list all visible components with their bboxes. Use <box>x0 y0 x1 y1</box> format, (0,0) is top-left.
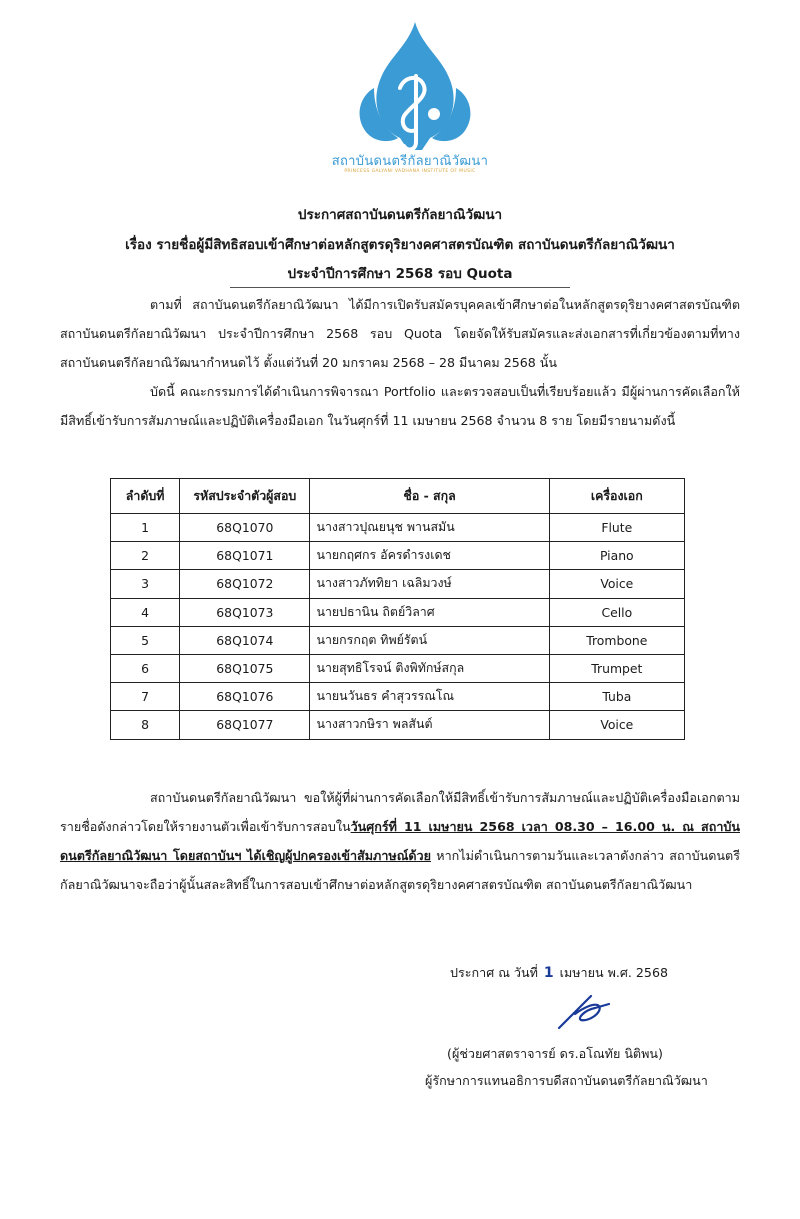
announcement-academic-year: ประจำปีการศึกษา 2568 รอบ Quota <box>287 266 513 282</box>
cell-instrument: Flute <box>549 514 684 542</box>
cell-exam-id: 68Q1077 <box>180 711 310 739</box>
cell-full-name: นายกฤศกร อัครดำรงเดช <box>310 542 549 570</box>
cell-full-name: นายกรกฤต ทิพย์รัตน์ <box>310 626 549 654</box>
cell-instrument: Voice <box>549 711 684 739</box>
candidate-table <box>110 478 685 740</box>
date-month-year: เมษายน พ.ศ. 2568 <box>559 965 668 980</box>
cell-full-name: นายนวันธร คำสุวรรณโณ <box>310 683 549 711</box>
instruction-paragraph <box>60 783 740 899</box>
cell-order: 3 <box>111 570 180 598</box>
table-row <box>111 654 685 682</box>
table-row <box>111 598 685 626</box>
cell-exam-id: 68Q1074 <box>180 626 310 654</box>
heading-divider <box>230 287 570 288</box>
cell-instrument: Voice <box>549 570 684 598</box>
header-major-instrument: เครื่องเอก <box>549 479 684 514</box>
cell-order: 6 <box>111 654 180 682</box>
cell-full-name: นายสุทธิโรจน์ ติงพิทักษ์สกุล <box>310 654 549 682</box>
table-row <box>111 514 685 542</box>
cell-full-name: นางสาวกษิรา พลสันต์ <box>310 711 549 739</box>
cell-instrument: Cello <box>549 598 684 626</box>
cell-exam-id: 68Q1073 <box>180 598 310 626</box>
cell-exam-id: 68Q1075 <box>180 654 310 682</box>
cell-order: 8 <box>111 711 180 739</box>
date-prefix: ประกาศ ณ วันที่ <box>450 965 538 980</box>
instruction-text-start: สถาบันดนตรีกัลยาณิวัฒนา ขอให้ผู้ที่ผ่านการคัดเลือกให้มีสิทธิ์เข้ารับการสัมภาษณ์และปฏิบัติเครื่องมือเอกตามรายชื่อดังกล่าวโดยให้รายงานตัวเพื่อเข้ารับการสอบใน <box>60 790 740 834</box>
cell-order: 4 <box>111 598 180 626</box>
announcement-subject: เรื่อง รายชื่อผู้มีสิทธิสอบเข้าศึกษาต่อหลักสูตรดุริยางคศาสตรบัณฑิต สถาบันดนตรีกัลยาณิวัฒนา <box>125 237 675 253</box>
cell-exam-id: 68Q1071 <box>180 542 310 570</box>
logo-english-wordmark: PRINCESS GALYANI VADHANA INSTITUTE OF MUSIC <box>344 169 476 174</box>
cell-order: 7 <box>111 683 180 711</box>
date-day-handwritten: 1 <box>543 965 554 981</box>
table-row <box>111 626 685 654</box>
announcement-date <box>450 963 668 983</box>
intro-paragraph: ตามที่ สถาบันดนตรีกัลยาณิวัฒนา ได้มีการเปิดรับสมัครบุคคลเข้าศึกษาต่อในหลักสูตรดุริยางคศาสตรบัณฑิต สถาบันดนตรีกัลยาณิวัฒนา ประจำปีการศึกษา 2568 รอบ Quota โดยจัดให้รับสมัครและส่งเอกสารที่เกี่ยวข้องตามที่ทาง สถาบันดนตรีกัลยาณิวัฒนากำหนดไว้ ตั้งแต่วันที่ 20 มกราคม 2568 – 28 มีนาคม 2568 นั้น <box>60 297 740 370</box>
header-order: ลำดับที่ <box>111 479 180 514</box>
cell-instrument: Trombone <box>549 626 684 654</box>
cell-exam-id: 68Q1072 <box>180 570 310 598</box>
cell-instrument: Tuba <box>549 683 684 711</box>
cell-order: 5 <box>111 626 180 654</box>
cell-order: 2 <box>111 542 180 570</box>
instruction-text-end: หากไม่ดำเนินการตามวันและเวลาดังกล่าว สถาบันดนตรีกัลยาณิวัฒนาจะถือว่าผู้นั้นสละสิทธิ์ในการสอบเข้าศึกษาต่อหลักสูตรดุริยางคศาสตรบัณฑิต สถาบันดนตรีกัลยาณิวัฒนา <box>60 848 740 892</box>
cell-exam-id: 68Q1070 <box>180 514 310 542</box>
announcement-title: ประกาศสถาบันดนตรีกัลยาณิวัฒนา <box>297 207 503 223</box>
table-row <box>111 711 685 739</box>
signatory-position: ผู้รักษาการแทนอธิการบดีสถาบันดนตรีกัลยาณิวัฒนา <box>425 1073 708 1088</box>
exam-date-emphasis: วันศุกร์ที่ 11 เมษายน 2568 เวลา 08.30 – 16.00 น. ณ สถาบันดนตรีกัลยาณิวัฒนา โดยสถาบันฯ ได้เชิญผู้ปกครองเข้าสัมภาษณ์ด้วย <box>60 819 740 863</box>
cell-full-name: นางสาวปุณยนุช พานสมัน <box>310 514 549 542</box>
cell-instrument: Piano <box>549 542 684 570</box>
header-exam-id: รหัสประจำตัวผู้สอบ <box>180 479 310 514</box>
logo-thai-wordmark: สถาบันดนตรีกัลยาณิวัฒนา <box>331 154 489 169</box>
header-full-name: ชื่อ - สกุล <box>310 479 549 514</box>
signatory-name: (ผู้ช่วยศาสตราจารย์ ดร.อโณทัย นิติพน) <box>447 1046 663 1061</box>
cell-order: 1 <box>111 514 180 542</box>
cell-instrument: Trumpet <box>549 654 684 682</box>
handwritten-signature-icon <box>555 988 615 1033</box>
cell-full-name: นางสาวภัททิยา เฉลิมวงษ์ <box>310 570 549 598</box>
cell-full-name: นายปธานิน ถิตย์วิลาศ <box>310 598 549 626</box>
table-row <box>111 570 685 598</box>
cell-exam-id: 68Q1076 <box>180 683 310 711</box>
result-paragraph: บัดนี้ คณะกรรมการได้ดำเนินการพิจารณา Portfolio และตรวจสอบเป็นที่เรียบร้อยแล้ว มีผู้ผ่านการคัดเลือกให้มีสิทธิ์เข้ารับการสัมภาษณ์และปฏิบัติเครื่องมือเอก ในวันศุกร์ที่ 11 เมษายน 2568 จำนวน 8 ราย โดยมีรายนามดังนี้ <box>60 384 740 428</box>
table-row <box>111 683 685 711</box>
table-header-row <box>111 479 685 514</box>
table-row <box>111 542 685 570</box>
